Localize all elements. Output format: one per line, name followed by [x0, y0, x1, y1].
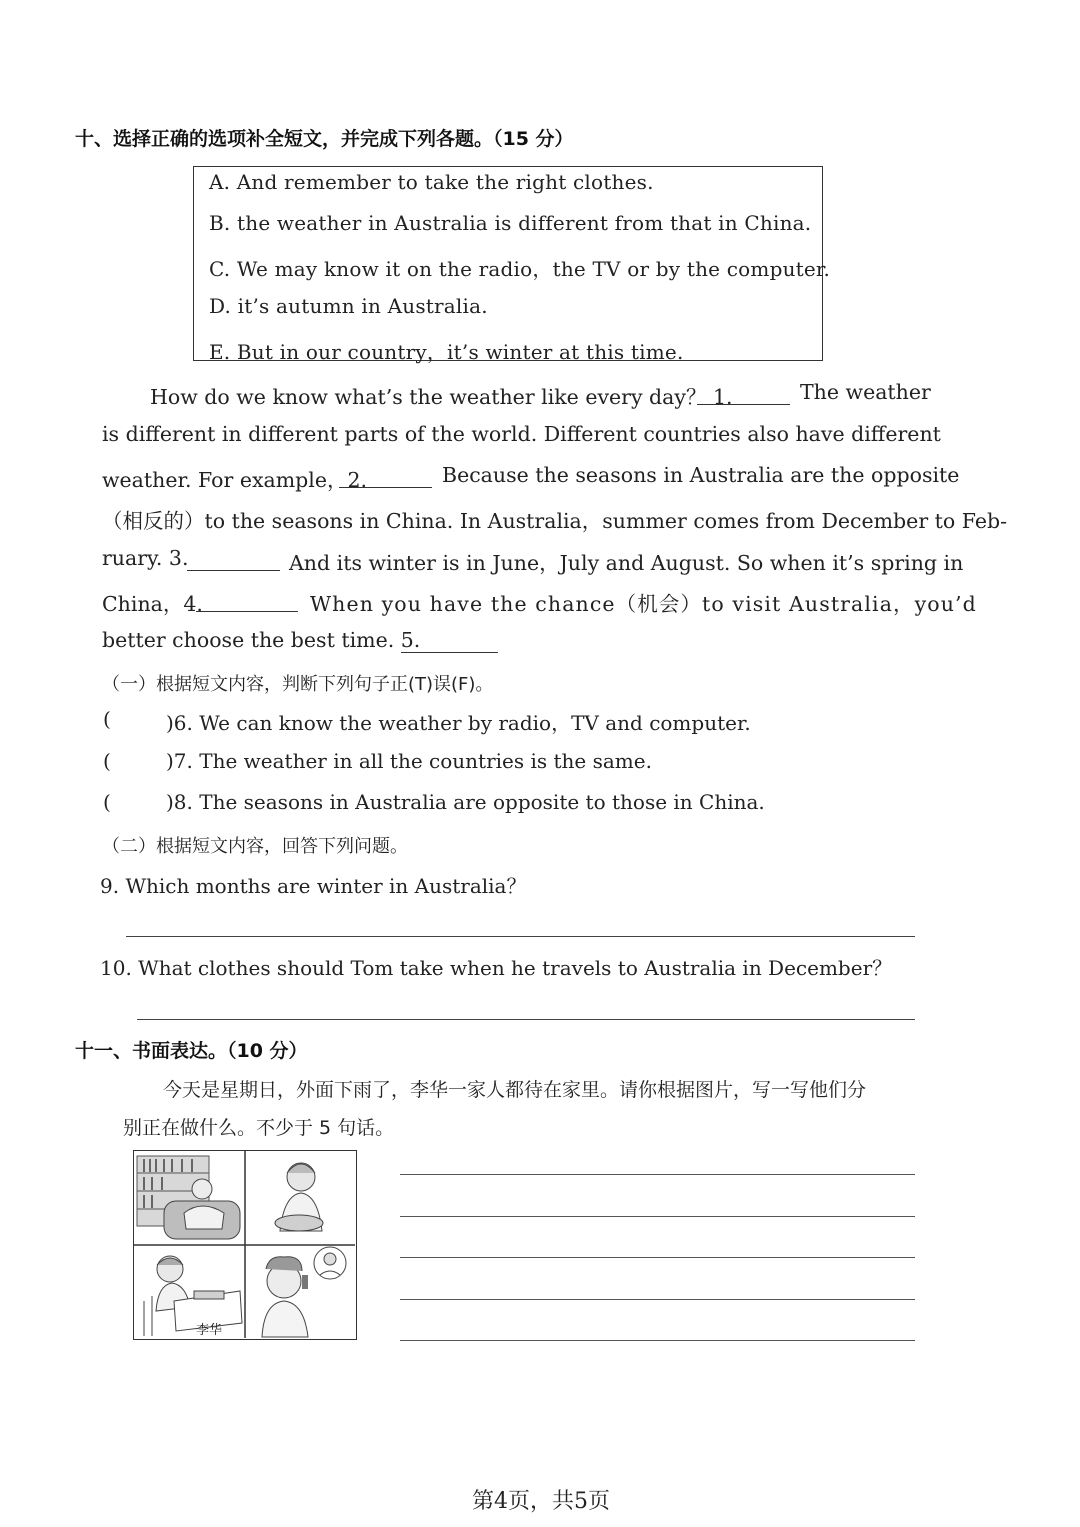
tf-7-paren[interactable]: ( [103, 749, 111, 773]
options-box [193, 166, 831, 364]
tf-8-paren[interactable]: ( [103, 790, 111, 814]
passage-line-2: is different in different parts of the world. Different countries also have different [102, 422, 941, 446]
part-2-heading: （二）根据短文内容，回答下列问题。 [102, 836, 408, 857]
tf-6-paren[interactable]: ( [103, 707, 111, 731]
writing-line-5[interactable] [400, 1340, 915, 1341]
option-d: D. it’s autumn in Australia. [209, 294, 488, 318]
section-11-heading: 十一、书面表达。（10 分） [75, 1040, 308, 1062]
question-9: 9. Which months are winter in Australia？ [100, 874, 527, 898]
option-b: B. the weather in Australia is different from that in China. [209, 211, 812, 235]
passage-line-3a: weather. For example，2. [102, 468, 368, 492]
blank-2[interactable] [339, 469, 432, 488]
writing-line-2[interactable] [400, 1216, 915, 1217]
option-a: A. And remember to take the right clothes. [209, 170, 654, 194]
family-activities-illustration [134, 1151, 355, 1338]
answer-line-9[interactable] [126, 936, 915, 937]
tf-8-text: )8. The seasons in Australia are opposite to those in China. [166, 790, 765, 814]
writing-line-1[interactable] [400, 1174, 915, 1175]
tf-7-text: )7. The weather in all the countries is the same. [166, 749, 652, 773]
option-e: E. But in our country，it’s winter at this time. [209, 340, 684, 364]
passage-line-5b: And its winter is in June，July and August. So when it’s spring in [289, 551, 964, 575]
answer-line-10[interactable] [137, 1019, 915, 1020]
phone-call-panel [262, 1247, 346, 1337]
passage-line-7: better choose the best time. 5. [102, 628, 421, 652]
writing-line-4[interactable] [400, 1299, 915, 1300]
blank-5[interactable] [401, 634, 498, 653]
writing-line-3[interactable] [400, 1257, 915, 1258]
family-picture-grid [133, 1150, 357, 1340]
page-number-footer: 第4页，共5页 [472, 1489, 610, 1514]
option-c: C. We may know it on the radio，the TV or by the computer. [209, 257, 831, 281]
section-10-heading: 十、选择正确的选项补全短文，并完成下列各题。（15 分） [75, 128, 574, 150]
blank-4[interactable] [196, 593, 298, 612]
passage-line-6b: When you have the chance（机会）to visit Australia，you’d [310, 592, 977, 616]
part-1-heading: （一）根据短文内容，判断下列句子正(T)误(F)。 [102, 674, 494, 695]
reading-on-sofa-panel [137, 1156, 240, 1239]
picture-label-lihua: 李华 [196, 1323, 223, 1338]
passage-line-3b: Because the seasons in Australia are the opposite [442, 463, 960, 487]
tf-6-text: )6. We can know the weather by radio，TV and computer. [166, 711, 751, 735]
passage-line-6a: China，4. [102, 592, 203, 616]
passage-line-1b: The weather [800, 380, 931, 404]
blank-3[interactable] [187, 552, 280, 571]
cooking-panel [275, 1163, 323, 1231]
passage-line-1a: How do we know what’s the weather like every day？ 1. [150, 385, 733, 409]
question-10: 10. What clothes should Tom take when he travels to Australia in December？ [100, 956, 893, 980]
studying-panel [144, 1256, 242, 1336]
writing-prompt-line-2: 别正在做什么。不少于 5 句话。 [123, 1117, 395, 1139]
blank-1[interactable] [697, 386, 790, 405]
passage-line-4: （相反的）to the seasons in China. In Australia，summer comes from December to Feb- [102, 509, 1008, 533]
passage-line-5a: ruary. 3. [102, 546, 189, 570]
writing-prompt-line-1: 今天是星期日，外面下雨了，李华一家人都待在家里。请你根据图片，写一写他们分 [163, 1079, 867, 1101]
